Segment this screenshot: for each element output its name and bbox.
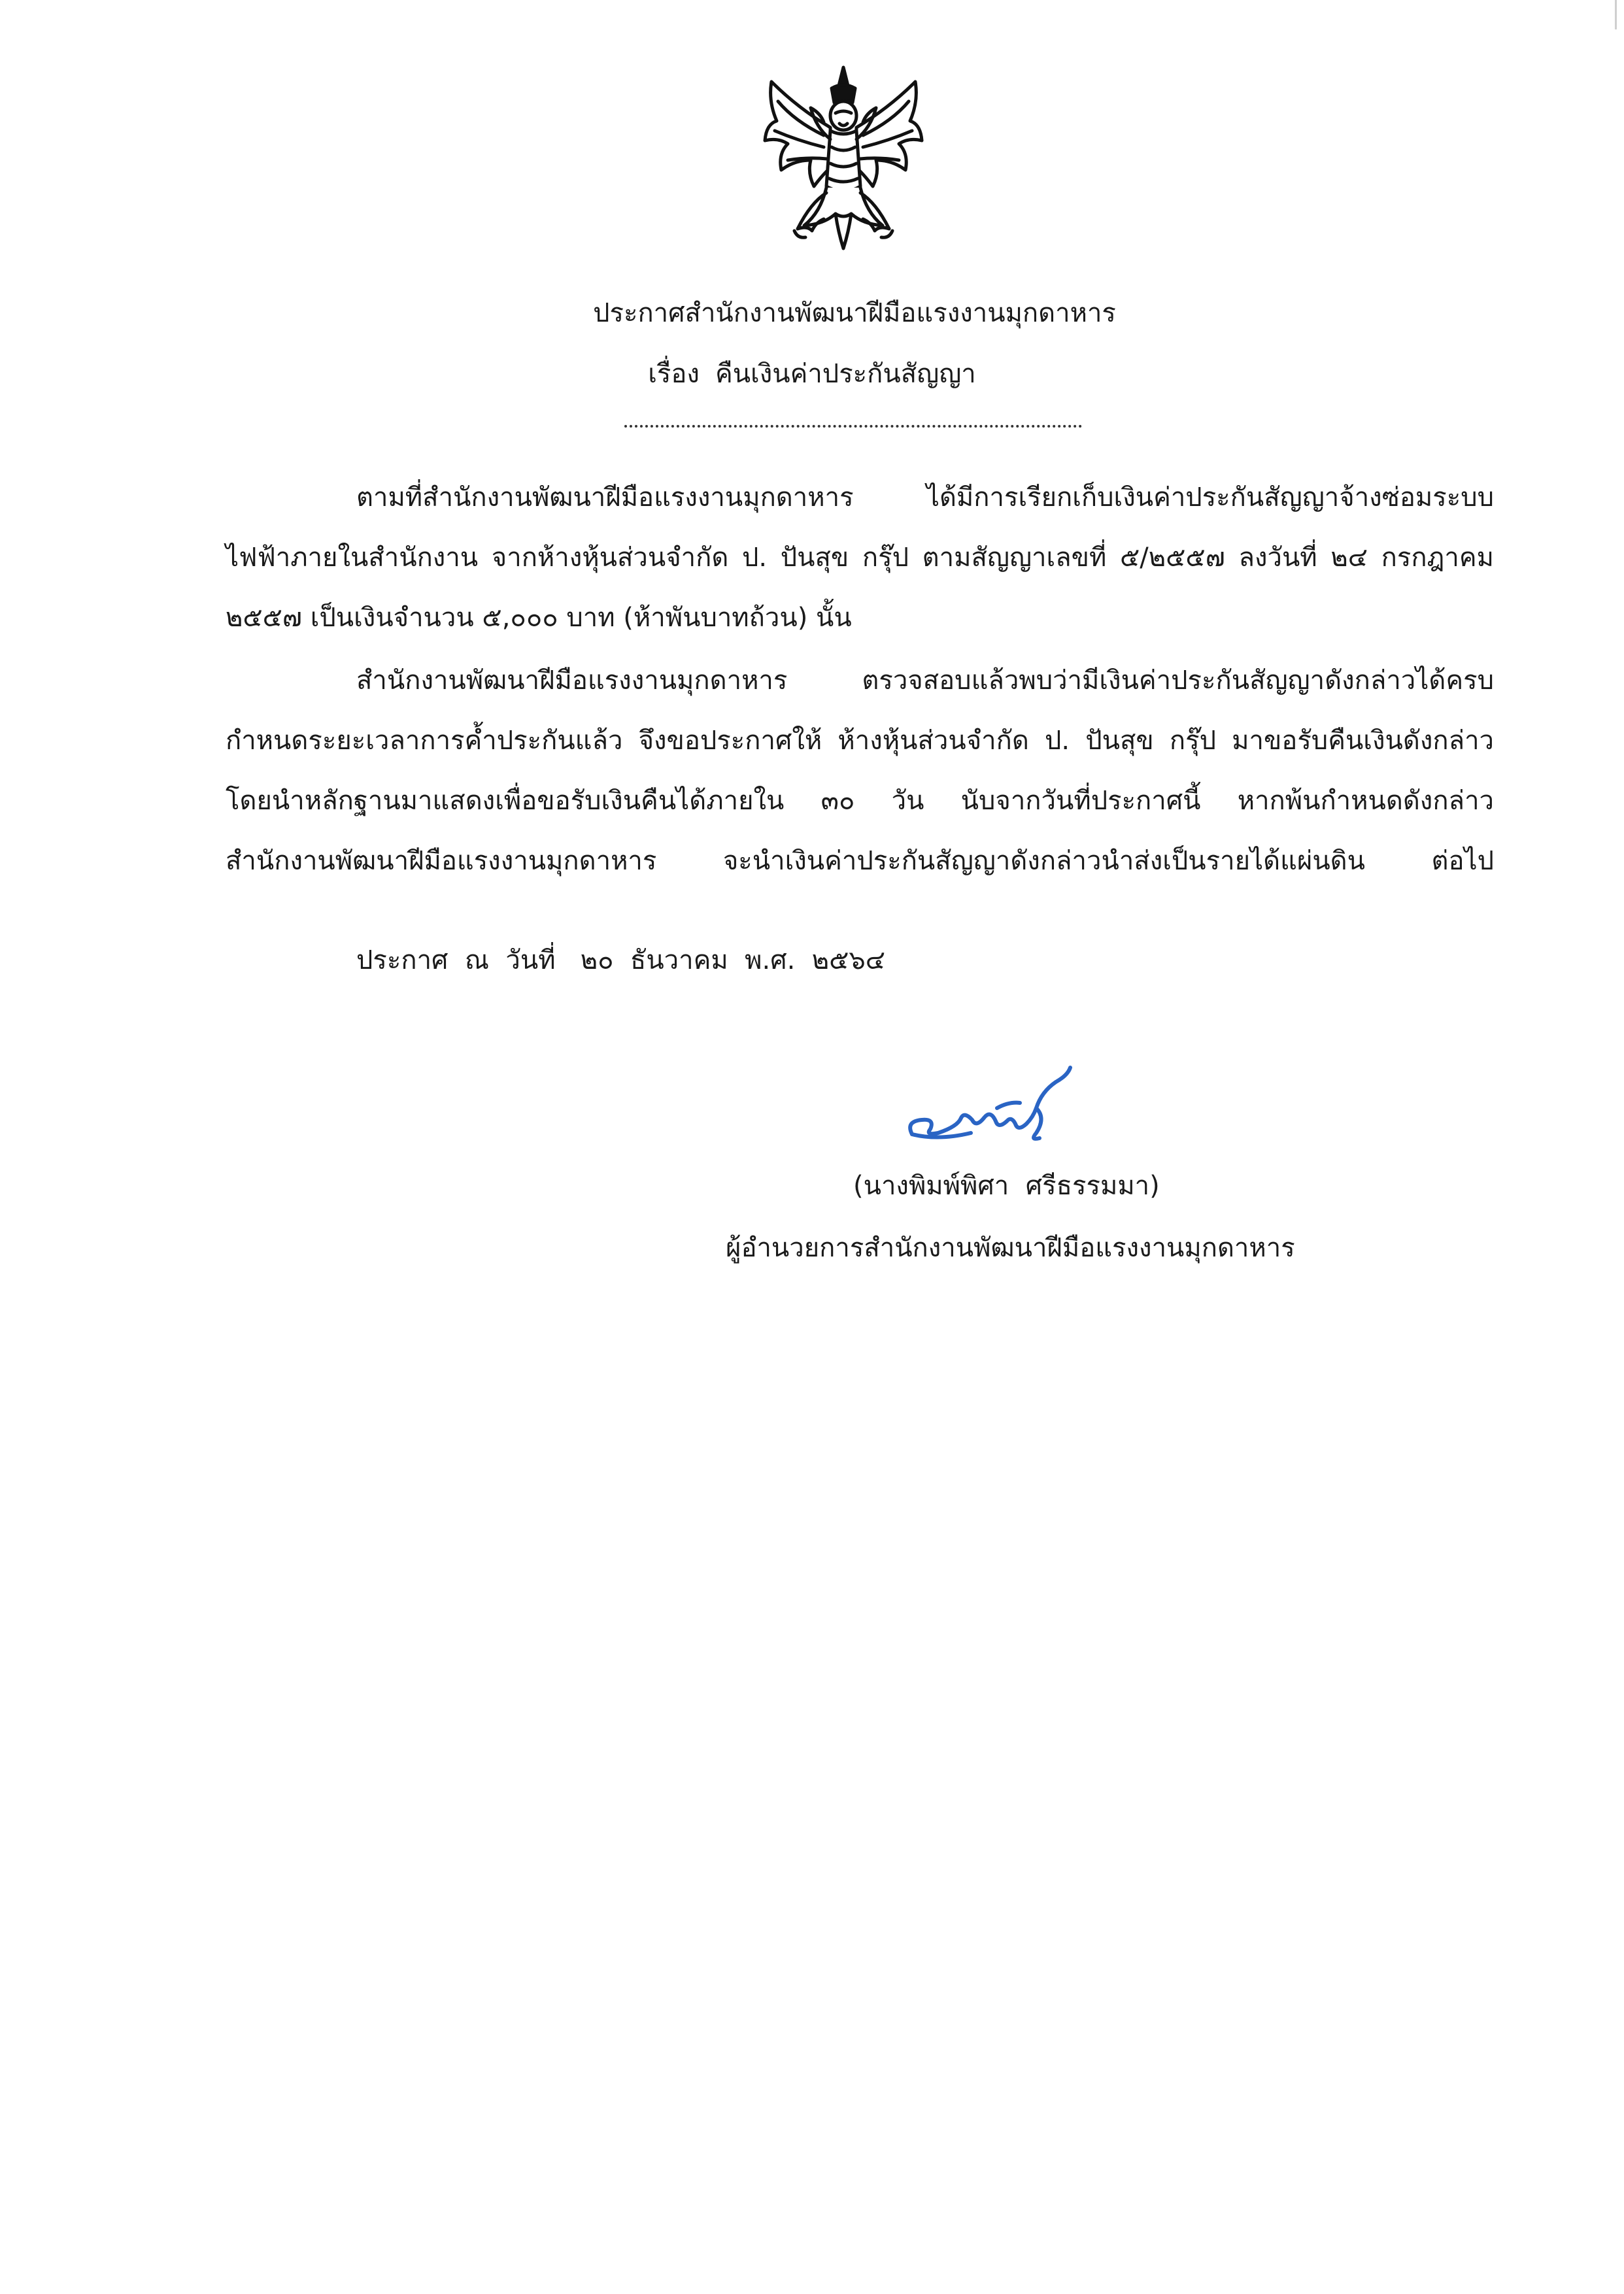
signer-name: (นางพิมพ์พิศา ศรีธรรมมา)	[853, 1171, 1160, 1201]
garuda-emblem-icon	[758, 62, 928, 258]
paragraph-line: ตามที่สำนักงานพัฒนาฝีมือแรงงานมุกดาหาร ได้มีการเรียกเก็บเงินค่าประกันสัญญาจ้างซ่อมระบบ	[356, 482, 1494, 513]
paragraph-contract-details	[226, 467, 1494, 648]
announcement-date: ประกาศ ณ วันที่ ๒๐ ธันวาคม พ.ศ. ๒๕๖๔	[356, 945, 886, 975]
paragraph-refund-notice	[226, 650, 1494, 891]
paragraph-line: สำนักงานพัฒนาฝีมือแรงงานมุกดาหาร จะนำเงินค่าประกันสัญญาดังกล่าวนำส่งเป็นรายได้แผ่นดิน ต่อไป	[226, 846, 1494, 876]
announcement-subject-line	[0, 358, 1624, 390]
dotted-divider	[624, 425, 1082, 428]
paragraph-line: กำหนดระยะเวลาการค้ำประกันแล้ว จึงขอประกาศให้ ห้างหุ้นส่วนจำกัด ป. ปันสุข กรุ๊ป มาขอรับคืนเงินดังกล่าว	[226, 726, 1494, 756]
subject-text: คืนเงินค่าประกันสัญญา	[715, 359, 976, 389]
announcement-title: ประกาศสำนักงานพัฒนาฝีมือแรงงานมุกดาหาร	[593, 298, 1116, 328]
paragraph-line: ไฟฟ้าภายในสำนักงาน จากห้างหุ้นส่วนจำกัด ป. ปันสุข กรุ๊ป ตามสัญญาเลขที่ ๕/๒๕๕๗ ลงวันที่ ๒๔ กรกฎาคม	[226, 543, 1494, 573]
scan-edge-mark	[1615, 0, 1617, 29]
signature-image	[899, 1056, 1115, 1160]
signer-position: ผู้อำนวยการสำนักงานพัฒนาฝีมือแรงงานมุกดาหาร	[726, 1233, 1295, 1263]
paragraph-line: โดยนำหลักฐานมาแสดงเพื่อขอรับเงินคืนได้ภายใน ๓๐ วัน นับจากวันที่ประกาศนี้ หากพ้นกำหนดดังกล่าว	[226, 786, 1494, 816]
subject-label: เรื่อง	[648, 359, 700, 389]
paragraph-line: ๒๕๕๗ เป็นเงินจำนวน ๕,๐๐๐ บาท (ห้าพันบาทถ้วน) นั้น	[226, 603, 852, 633]
paragraph-line: สำนักงานพัฒนาฝีมือแรงงานมุกดาหาร ตรวจสอบแล้วพบว่ามีเงินค่าประกันสัญญาดังกล่าวได้ครบ	[356, 666, 1494, 696]
